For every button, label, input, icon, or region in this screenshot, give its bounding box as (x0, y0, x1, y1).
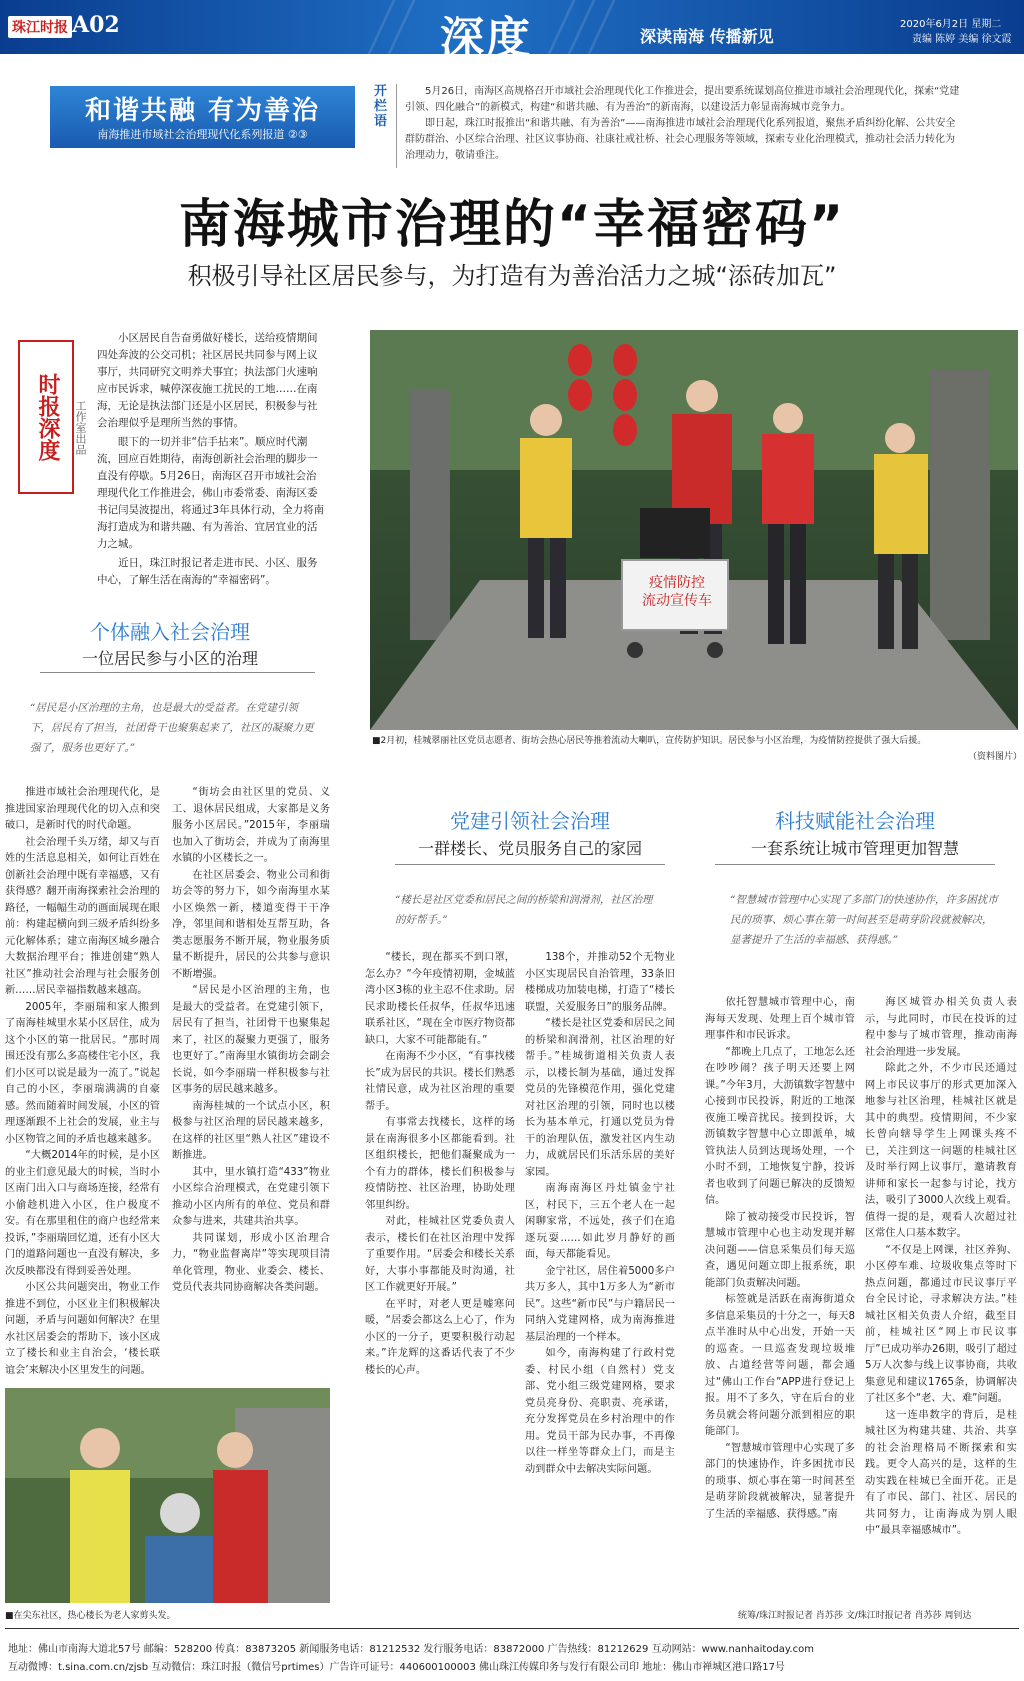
subheadline: 积极引导社区居民参与，为打造有为善治活力之城“添砖加瓦” (187, 262, 837, 290)
body-paragraph: “大概2014年的时候，是小区的业主们意见最大的时候，当时小区南门出入口与商场连接，经常有小偷趁机进入小区，住户极度不安。有在那里租住的商户也经常来投诉，”李丽瑞回忆道，还有小区大门的道路问题也一直没有解决，多次反映都没有得到妥善处理。 (5, 1150, 160, 1277)
section2-rule (395, 864, 665, 865)
column-seal: 时报深度 (18, 340, 74, 494)
body-column-6 (865, 995, 1017, 1600)
body-paragraph: 社会治理千头万绪，却又与百姓的生活息息相关，如何让百姓在创新社会治理中既有幸福感，又有获得感？翻开南海探索社会治理的路径，一幅幅生动的画面展现在眼前：构建起横向到三级矛盾纠纷多元化解体系；建立南海区城乡融合大数据治理平台；推进创建“熟人社区”推动社会治理与社会服务创新……居民幸福指数越来越高。 (5, 836, 160, 996)
section3-subtitle: 一套系统让城市管理更加智慧 (750, 839, 959, 858)
section2-title: 党建引领社会治理 (450, 809, 610, 833)
body-paragraph: 这一连串数字的背后，是桂城社区为构建共建、共治、共享的社会治理格局不断探索和实践。更令人高兴的是，这样的生动实践在桂城已全面开花。正是有了市民、部门、社区、居民的共同努力，让南海成为别人眼中“最具幸福感城市”。 (865, 1409, 1017, 1536)
body-column-3 (365, 950, 515, 1600)
section1-quote: “居民是小区治理的主角，也是最大的受益者。在党建引领下，居民有了担当，社团骨干也聚集起来了，社区的凝聚力更强了，服务也更好了。” (30, 702, 314, 754)
body-paragraph: “不仅是上网课，社区养狗、小区停车难、垃圾收集点等时下热点问题，都通过市民议事厅平台全民讨论，寻求解决方法。”桂城社区相关负责人介绍，截至目前，桂城社区“网上市民议事厅”已成功举办26期，吸引了超过5万人次参与线上议事协商，共收集意见和建议1765条，协调解决了社区多个“老、大、难”问题。 (865, 1244, 1017, 1404)
body-column-2 (172, 785, 330, 1375)
footer-rule (5, 1628, 1019, 1629)
haircut-photo (5, 1388, 330, 1603)
body-paragraph: 2005年，李丽瑞和家人搬到了南海桂城里水某小区居住，成为这个小区的第一批居民。“那时周围还没有那么多高楼住宅小区，我们小区可以说是最为一流了。”说起自己的小区，李丽瑞满满的自豪感。然而随着时间发展，小区的管理逐渐跟不上社会的发展，业主与小区物管之间的矛盾也越来越多。 (5, 1001, 160, 1145)
opening-paragraph: 即日起，珠江时报推出“和谐共融、有为善治”——南海推进市域社会治理现代化系列报道，聚焦矛盾纠纷化解、公共安全群防群治、小区综合治理、社区议事协商、社康社戒社桥、社会心理服务等领域，探索专业化治理模式，推动社会活力转化为治理动力，敬请垂注。 (405, 118, 956, 161)
loudspeaker-icon (640, 508, 710, 558)
body-paragraph: 南海南海区丹灶镇金宁社区，村民下，三五个老人在一起闲聊家常，不远处，孩子们在追逐玩耍……如此岁月静好的画面，每天都能看见。 (525, 1183, 675, 1260)
footer-contact: 地址：佛山市南海大道北57号 邮编：528200 传真：83873205 新闻服务电话：81212532 发行服务电话：83872000 广告热线：81212629 互动网站：www.nanhaitoday.com (8, 1644, 814, 1655)
body-paragraph: 海区城管办相关负责人表示，与此同时，市民在投诉的过程中参与了城市管理，推动南海社会治理进一步发展。 (865, 997, 1017, 1058)
body-paragraph: “街坊会由社区里的党员、义工、退休居民组成，大家都是义务服务小区居民。”2015年，李丽瑞也加入了街坊会，并成为了南海里水镇的小区楼长之一。 (172, 787, 330, 864)
body-paragraph: “智慧城市管理中心实现了多部门的快速协作，许多困扰市民的琐事、烦心事在第一时间甚至是萌芽阶段就被解决，显著提升了生活的幸福感、获得感。”南 (705, 1442, 855, 1520)
cart-sign (630, 574, 724, 610)
main-photo-caption: ■2月初，桂城翠丽社区党员志愿者、街坊会热心居民等推着流动大喇叭，宣传防护知识。居民参与小区治理，为疫情防控提供了强大后援。 (372, 736, 927, 746)
body-paragraph: “都晚上几点了，工地怎么还在吵吵闹？孩子明天还要上网课。”今年3月，大沥镇数字智慧中心接到市民投诉，附近的工地深夜施工噪音扰民。接到投诉，大沥镇数字智慧中心立即派单，城管执法人员到达现场处理，一个小时不到，工地恢复宁静，投诉者也收到了问题已解决的反馈短信。 (705, 1046, 855, 1206)
body-paragraph: “居民是小区治理的主角，也是最大的受益者。在党建引领下，居民有了担当，社团骨干也聚集起来了，社区的凝聚力更强了，服务也更好了。”南海里水镇街坊会副会长说，如今李丽瑞一样积极参与社区事务的居民越来越多。 (172, 985, 330, 1095)
section2-quote: “楼长是社区党委和居民之间的桥梁和润滑剂，社区治理的好帮手。” (395, 894, 653, 926)
body-paragraph: 金宁社区，居住着5000多户共万多人，其中1万多人为“新市民”。这些“新市民”与户籍居民一同纳入党建网格，成为南海推进基层治理的一个样本。 (525, 1265, 675, 1343)
body-paragraph: 依托智慧城市管理中心，南海每天发现、处理上百个城市管理事件和市民诉求。 (705, 997, 855, 1041)
body-column-5 (705, 995, 855, 1600)
cart-sign-line: 流动宣传车 (642, 593, 712, 609)
body-paragraph: 除此之外，不少市民还通过网上市民议事厅的形式更加深入地参与社区治理，桂城社区就是其中的典型。疫情期间，不少家长曾向辖导学生上网课头疼不已，关注到这一问题的桂城社区及时举行网上议事厅，邀请教育讲师和家长一起参与讨论，找方法，吸引了3000人次线上观看。值得一提的是，观看人次超过社区常住人口基本数字。 (865, 1063, 1017, 1239)
body-paragraph: 有事常去找楼长，这样的场景在南海很多小区都能看到。社区组织楼长，把他们凝聚成为一个有力的群体，楼长们积极参与疫情防控、社区治理，协助处理邻里纠纷。 (365, 1117, 515, 1211)
body-paragraph: 如今，南海构建了行政村党委、村民小组（自然村）党支部、党小组三级党建网格，要求党员亮身份、亮职责、亮承诺，充分发挥党员在乡村治理中的作用。党员干部为民办事，不再像以往一样坐等群众上门，而是主动到群众中去解决实际问题。 (525, 1348, 675, 1475)
section-slogan: 深读南海 传播新见 (640, 27, 774, 46)
cart-sign-line: 疫情防控 (649, 575, 705, 591)
body-paragraph: 南海桂城的一个试点小区，积极参与社区治理的居民越来越多，在这样的社区里“熟人社区”建设不断推进。 (172, 1100, 330, 1161)
body-paragraph: 138个，并推动52个无物业小区实现居民自治管理，33条旧楼梯成功加装电梯，打造了“楼长联盟，关爱服务日”的服务品牌。 (525, 952, 675, 1013)
haircut-photo-caption: ■在尖东社区，热心楼长为老人家剪头发。 (5, 1611, 176, 1621)
body-column-1 (5, 785, 160, 1375)
series-banner-title: 和谐共融 有为善治 (84, 96, 321, 126)
lantern-icon (613, 414, 637, 446)
main-photo (370, 330, 1018, 730)
opening-label: 开栏语 (374, 84, 388, 129)
page-number: A02 (72, 12, 120, 38)
section1-title: 个体融入社会治理 (90, 620, 250, 644)
byline: 统筹/珠江时报记者 肖苏莎 文/珠江时报记者 肖苏莎 周钊达 (738, 1611, 972, 1621)
issue-date: 2020年6月2日 星期二 (900, 19, 1002, 30)
lead-paragraph: 近日，珠江时报记者走进市民、小区、服务中心，了解生活在南海的“幸福密码”。 (97, 557, 318, 586)
body-paragraph: 共同谋划，形成小区治理合力，“物业监督离岸”等实现项目清单化管理，物业、业委会、楼长、党员代表共同协商解决各类问题。 (172, 1232, 330, 1293)
body-paragraph: 其中，里水镇打造“433”物业小区综合治理模式，在党建引领下推动小区内所有的单位、党员和群众参与进来，共建共治共享。 (172, 1166, 330, 1227)
body-paragraph: “楼长，现在都买不到口罩，怎么办？”今年疫情初期，金城蓝湾小区3栋的业主忍不住求助。居民求助楼长任叔华，任叔华迅速联系社区，“现在全市医疗物资都缺口，大家不可能都能有。” (365, 952, 515, 1046)
body-paragraph: 在社区居委会、物业公司和街坊会等的努力下，如今南海里水某小区焕然一新，楼道变得干干净净，邻里间和谐相处互帮互助，各类志愿服务不断开展，物业服务质量不断提升，居民的公共参与意识不断增强。 (172, 869, 330, 980)
photo-credit: （资料图片） (968, 752, 1023, 762)
body-paragraph: 标签就是活跃在南海街道众多信息采集员的十分之一，每天8点半准时从中心出发，开始一天的巡查。一旦巡查发现垃圾堆放、占道经营等问题，都会通过“佛山工作台”APP进行登记上报。用不了多久，守在后台的业务员就会将问题分派到相应的职能部门。 (705, 1294, 855, 1437)
section1-subtitle: 一位居民参与小区的治理 (81, 649, 258, 668)
series-banner (50, 86, 355, 148)
section3-quote: “智慧城市管理中心实现了多部门的快速协作，许多困扰市民的琐事、烦心事在第一时间甚至是萌芽阶段就被解决，显著提升了生活的幸福感、获得感。” (730, 894, 998, 946)
seal-side-text: 工作室出品 (74, 400, 87, 455)
footer-publisher: 互动微博：t.sina.com.cn/zjsb 互动微信：珠江时报（微信号prtimes）广告许可证号：440600100003 佛山珠江传媒印务与发行有限公司印 地址：佛山市禅城区港口路17号 (8, 1662, 785, 1673)
body-paragraph: 在平时，对老人更是嘘寒问暖，“居委会都这么上心了，作为小区的一分子，更要积极行动起来。”许龙辉的这番话代表了不少楼长的心声。 (365, 1298, 515, 1376)
section1-rule (40, 672, 315, 673)
section3-title: 科技赋能社会治理 (775, 809, 935, 833)
editors-credit: 责编 陈婷 美编 徐文霞 (912, 34, 1012, 45)
body-column-4 (525, 950, 675, 1600)
opening-divider (396, 84, 397, 168)
section2-subtitle: 一群楼长、党员服务自己的家园 (417, 839, 642, 858)
headline: 南海城市治理的“幸福密码” (178, 195, 846, 255)
body-paragraph: 小区公共问题突出，物业工作推进不到位，小区业主们积极解决问题，矛盾与问题如何解决？在里水社区居委会的帮助下，该小区成立了楼长和业主自治会，‘楼长联谊会’来解决小区里发生的问题。 (5, 1282, 160, 1375)
lead-text (97, 330, 325, 591)
body-paragraph: 在南海不少小区，“有事找楼长”成为居民的共识。楼长们熟悉社情民意，成为社区治理的重要帮手。 (365, 1051, 515, 1112)
section3-rule (715, 864, 995, 865)
opening-paragraph: 5月26日，南海区高规格召开市域社会治理现代化工作推进会，提出要系统谋划高位推进市域社会治理现代化，探索“党建引领、四化融合”的新模式，构建“和谐共融、有为善治”的新南海，以建设活力彰显南海城市竞争力。 (405, 86, 960, 113)
opening-text (405, 84, 960, 164)
body-paragraph: “楼长是社区党委和居民之间的桥梁和润滑剂，社区治理的好帮手。”桂城街道相关负责人表示，以楼长制为基础，通过发挥党员的先锋模范作用，强化党建对社区治理的引领，同时也以楼长为基本单元，打通以党员为骨干的治理队伍，激发社区内生动力，成就居民们乐活乐居的美好家园。 (525, 1018, 675, 1178)
body-paragraph: 推进市域社会治理现代化，是推进国家治理现代化的切入点和突破口，是新时代的时代命题。 (5, 787, 160, 831)
body-paragraph: 对此，桂城社区党委负责人表示，楼长们在社区治理中发挥了重要作用。“居委会和楼长关系好，大事小事都能及时沟通，社区工作就更好开展。” (365, 1216, 515, 1293)
lead-paragraph: 小区居民自告奋勇做好楼长，送给疫情期间四处奔波的公交司机；社区居民共同参与网上议事厅，共同研究文明养犬事宜；执法部门火速响应市民诉求，喊停深夜施工扰民的工地……在南海，无论是执法部门还是小区居民，积极参与社会治理似乎是理所当然的事情。 (97, 332, 318, 429)
series-banner-subtitle: 南海推进市域社会治理现代化系列报道 ②③ (97, 128, 308, 141)
section-title: 深度 (440, 13, 532, 64)
newspaper-logo: 珠江时报 (8, 16, 72, 38)
lead-paragraph: 眼下的一切并非“信手拈来”。顺应时代潮流，回应百姓期待，南海创新社会治理的脚步一直没有停歇。5月26日，南海区召开市域社会治理现代化工作推进会，佛山市委常委、南海区委书记闫昊波提出，将通过3年具体行动，全力将南海打造成为和谐共融、有为善治、宜居宜业的活力之城。 (97, 436, 325, 550)
body-paragraph: 除了被动接受市民投诉，智慧城市管理中心也主动发现并解决问题——信息采集员们每天巡查，遇见问题立即上报系统，职能部门负责解决问题。 (705, 1211, 855, 1289)
